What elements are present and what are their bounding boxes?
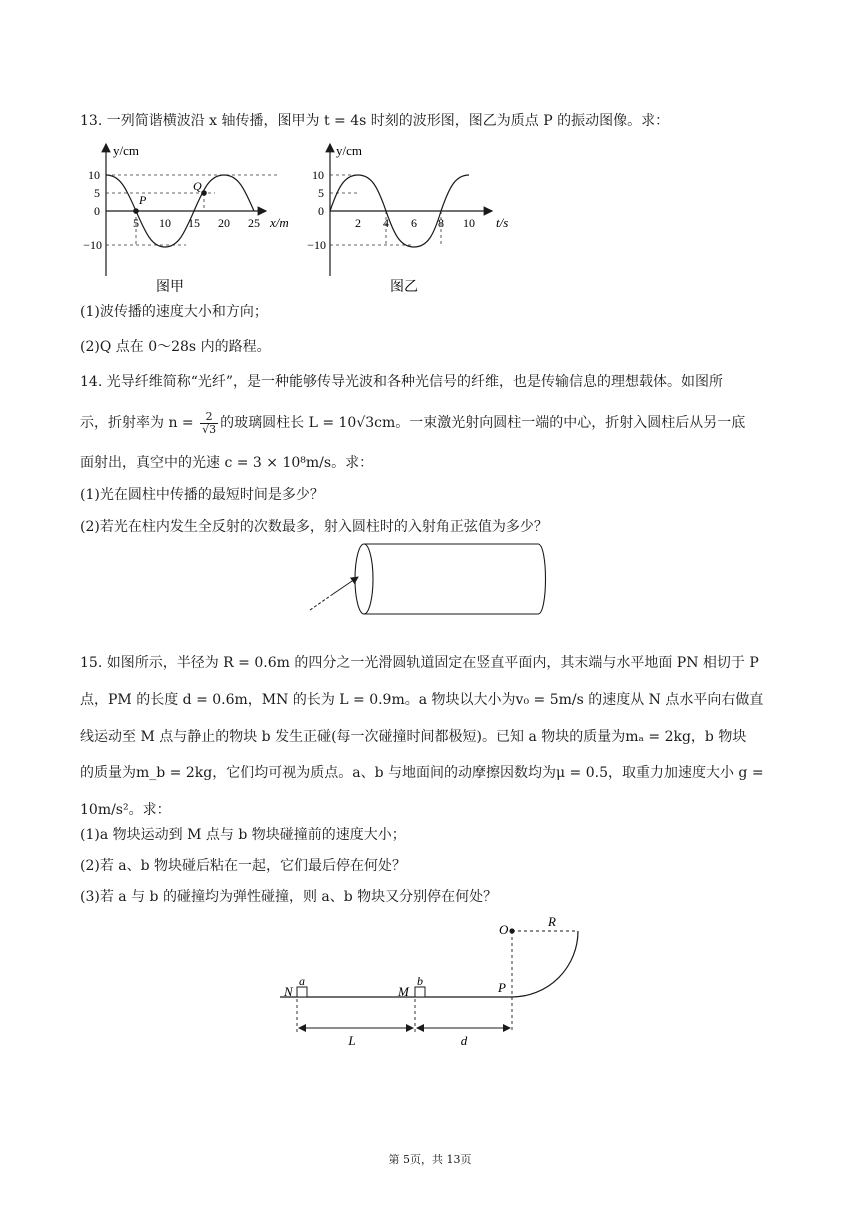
x-tick: 25 [248, 216, 260, 230]
y-axis-label: y/cm [336, 143, 362, 158]
q14-sub1: (1)光在圆柱中传播的最短时间是多少？ [80, 487, 324, 503]
q15-track-figure [270, 912, 590, 1052]
q14-stem-line2-a: 示，折射率为 n = [80, 415, 199, 431]
q13-figure-a [80, 138, 312, 298]
block-a [297, 987, 307, 997]
figure-caption: 图甲 [156, 280, 184, 295]
q15-line5: 10m/s²。求： [80, 802, 171, 818]
x-tick: 6 [411, 216, 417, 230]
label-p: P [498, 980, 506, 995]
y-tick: 10 [88, 168, 100, 182]
x-tick: 4 [383, 216, 389, 230]
x-tick: 5 [133, 216, 139, 230]
q15-sub2: (2)若 a、b 物块碰后粘在一起，它们最后停在何处？ [80, 858, 407, 874]
q14-stem-line2 [80, 410, 745, 436]
point-q-label: Q [193, 179, 202, 193]
y-tick: 5 [318, 186, 324, 200]
x-tick: 10 [463, 216, 475, 230]
label-d: d [460, 1033, 468, 1048]
q14-stem-line3: 面射出，真空中的光速 c = 3 × 10⁸m/s。求： [80, 455, 374, 471]
q14-stem-line1: 14. 光导纤维简称“光纤”，是一种能够传导光波和各种光信号的纤维，也是传输信息的理想载体。如图所 [80, 374, 724, 390]
label-m: M [398, 984, 409, 999]
y-tick: 0 [94, 204, 100, 218]
point-q-marker [201, 190, 207, 196]
x-axis-label: x/m [270, 215, 289, 230]
q13-figure-b [300, 138, 532, 298]
figure-caption: 图乙 [390, 280, 418, 295]
label-n: N [284, 984, 293, 999]
q13-sub1: (1)波传播的速度大小和方向； [80, 304, 268, 320]
refractive-index-fraction [200, 411, 218, 436]
q14-cylinder-figure [296, 540, 556, 620]
label-a: a [299, 974, 305, 988]
y-tick: 10 [312, 168, 324, 182]
center-o-dot [509, 928, 514, 933]
x-tick: 15 [188, 216, 200, 230]
x-axis-label: t/s [496, 215, 509, 230]
q15-sub3: (3)若 a 与 b 的碰撞均为弹性碰撞，则 a、b 物块又分别停在何处？ [80, 889, 498, 905]
label-r: R [548, 914, 556, 929]
page-footer: 第 5页，共 13页 [388, 1153, 472, 1166]
q15-line1: 15. 如图所示，半径为 R = 0.6m 的四分之一光滑圆轨道固定在竖直平面内，其末端与水平地面 PN 相切于 P [80, 655, 759, 671]
label-b: b [417, 974, 423, 988]
y-tick: −10 [307, 238, 326, 252]
y-axis-label: y/cm [113, 143, 139, 158]
fraction-denominator: √3 [202, 422, 217, 436]
label-o: O [499, 922, 509, 937]
q13-stem: 13. 一列简谐横波沿 x 轴传播，图甲为 t = 4s 时刻的波形图，图乙为质点 P 的振动图像。求： [80, 113, 670, 129]
y-tick: 5 [94, 186, 100, 200]
x-tick: 8 [438, 216, 444, 230]
block-b [415, 987, 425, 997]
point-p-marker [133, 208, 139, 214]
q15-line4: 的质量为m_b = 2kg，它们均可视为质点。a、b 与地面间的动摩擦因数均为μ = 0.5，取重力加速度大小 g = [80, 765, 764, 781]
label-l: L [348, 1033, 356, 1048]
x-tick: 2 [355, 216, 361, 230]
q15-line2: 点，PM 的长度 d = 0.6m，MN 的长为 L = 0.9m。a 物块以大小为v₀ = 5m/s 的速度从 N 点水平向右做直 [80, 692, 764, 708]
y-tick: −10 [83, 238, 102, 252]
q13-sub2: (2)Q 点在 0～28s 内的路程。 [80, 339, 271, 355]
q14-sub2: (2)若光在柱内发生全反射的次数最多，射入圆柱时的入射角正弦值为多少？ [80, 519, 548, 535]
point-p-label: P [139, 193, 147, 207]
q15-sub1: (1)a 物块运动到 M 点与 b 物块碰撞前的速度大小； [80, 827, 406, 843]
x-tick: 20 [218, 216, 230, 230]
y-tick: 0 [318, 204, 324, 218]
q14-stem-line2-b: 的玻璃圆柱长 L = 10√3cm。一束激光射向圆柱一端的中心，折射入圆柱后从另一底 [220, 415, 746, 431]
fraction-numerator: 2 [200, 411, 218, 424]
x-tick: 10 [159, 216, 171, 230]
q15-line3: 线运动至 M 点与静止的物块 b 发生正碰(每一次碰撞时间都极短)。已知 a 物块的质量为mₐ = 2kg，b 物块 [80, 729, 747, 745]
